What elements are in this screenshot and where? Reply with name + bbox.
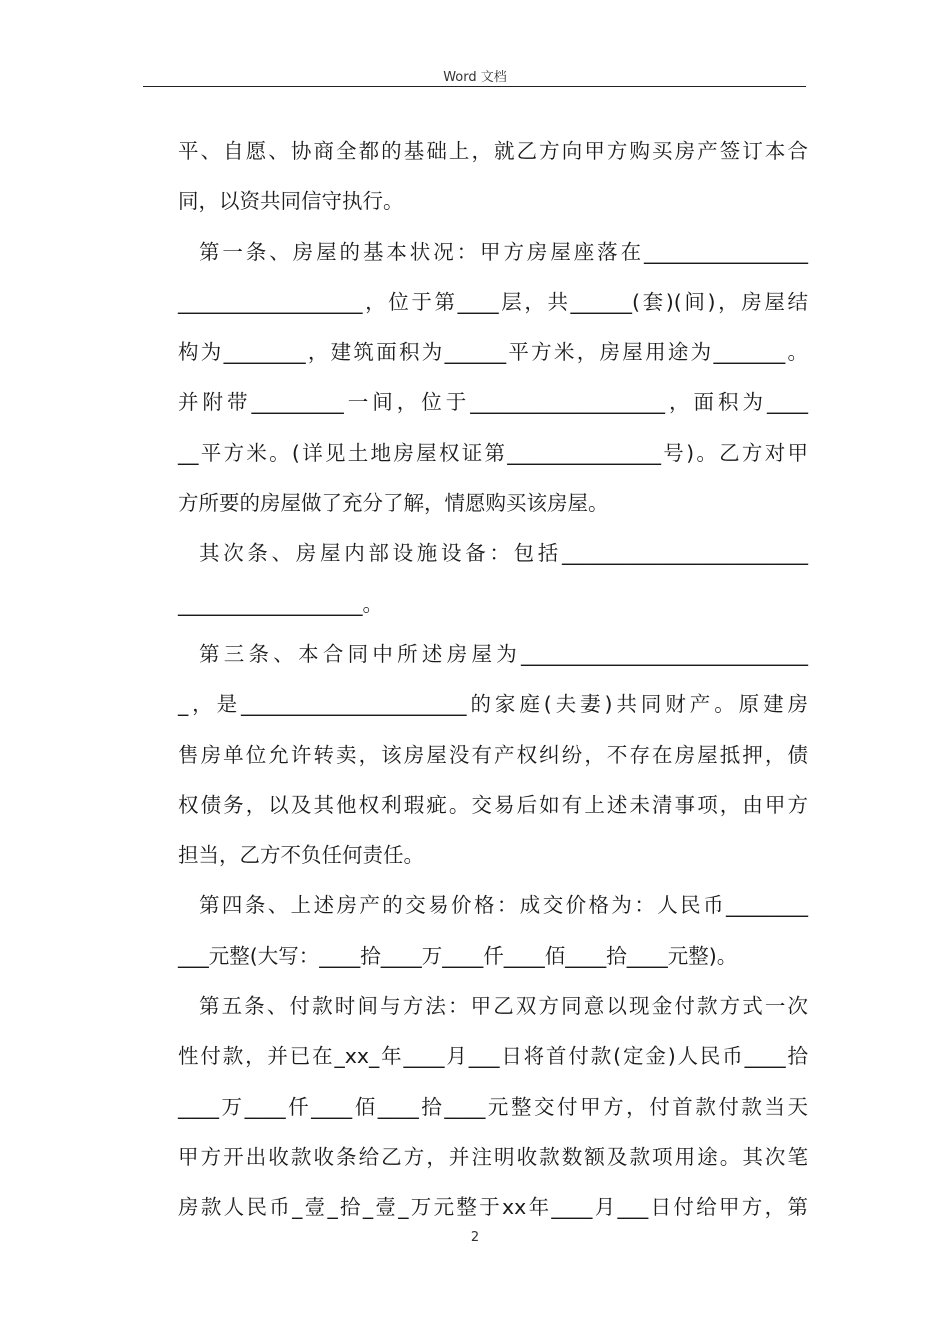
body-line: __________________。	[178, 591, 383, 616]
body-line: ____万____仟____佰____拾____元整交付甲方，付首款付款当天	[178, 1094, 808, 1119]
body-line: _，是______________________的家庭(夫妻)共同财产。原建房	[178, 692, 808, 717]
body-line: 甲方开出收款收条给乙方，并注明收款数额及款项用途。其次笔	[178, 1144, 808, 1169]
document-body	[178, 126, 808, 1233]
article-2-heading-line: 其次条、房屋内部设施设备：包括________________________	[199, 541, 808, 566]
article-4-heading-line: 第四条、上述房产的交易价格：成交价格为：人民币________	[199, 893, 808, 918]
body-line: 房款人民币_壹_拾_壹_万元整于xx年____月___日付给甲方，第	[178, 1195, 808, 1220]
page-header: Word 文档	[443, 70, 507, 85]
body-line: 担当，乙方不负任何责任。	[178, 843, 424, 868]
header-divider	[143, 86, 806, 87]
body-line: 同，以资共同信守执行。	[178, 189, 404, 214]
article-3-heading-line: 第三条、本合同中所述房屋为____________________________	[199, 641, 808, 666]
body-line: 方所要的房屋做了充分了解，情愿购买该房屋。	[178, 491, 609, 516]
body-line: 构为________，建筑面积为______平方米，房屋用途为_______。	[178, 340, 808, 365]
body-line: 平、自愿、协商全都的基础上，就乙方向甲方购买房产签订本合	[178, 139, 808, 163]
body-line: ___元整(大写：____拾____万____仟____佰____拾____元整)。	[178, 943, 738, 968]
body-line: 并附带_________一间，位于___________________，面积为____	[178, 390, 808, 415]
body-line: 性付款，并已在_xx_年____月___日将首付款(定金)人民币____拾	[178, 1044, 808, 1069]
page-number: 2	[470, 1230, 480, 1245]
body-line: 售房单位允许转卖，该房屋没有产权纠纷，不存在房屋抵押，债	[178, 742, 808, 767]
body-line: __________________，位于第____层，共______(套)(间)，房屋结	[178, 289, 808, 314]
article-5-heading-line: 第五条、付款时间与方法：甲乙双方同意以现金付款方式一次	[199, 994, 808, 1019]
body-line: __平方米。(详见土地房屋权证第_______________号)。乙方对甲	[178, 440, 808, 465]
body-line: 权债务，以及其他权利瑕疵。交易后如有上述未清事项，由甲方	[178, 792, 808, 817]
article-1-heading-line: 第一条、房屋的基本状况：甲方房屋座落在________________	[199, 239, 808, 264]
